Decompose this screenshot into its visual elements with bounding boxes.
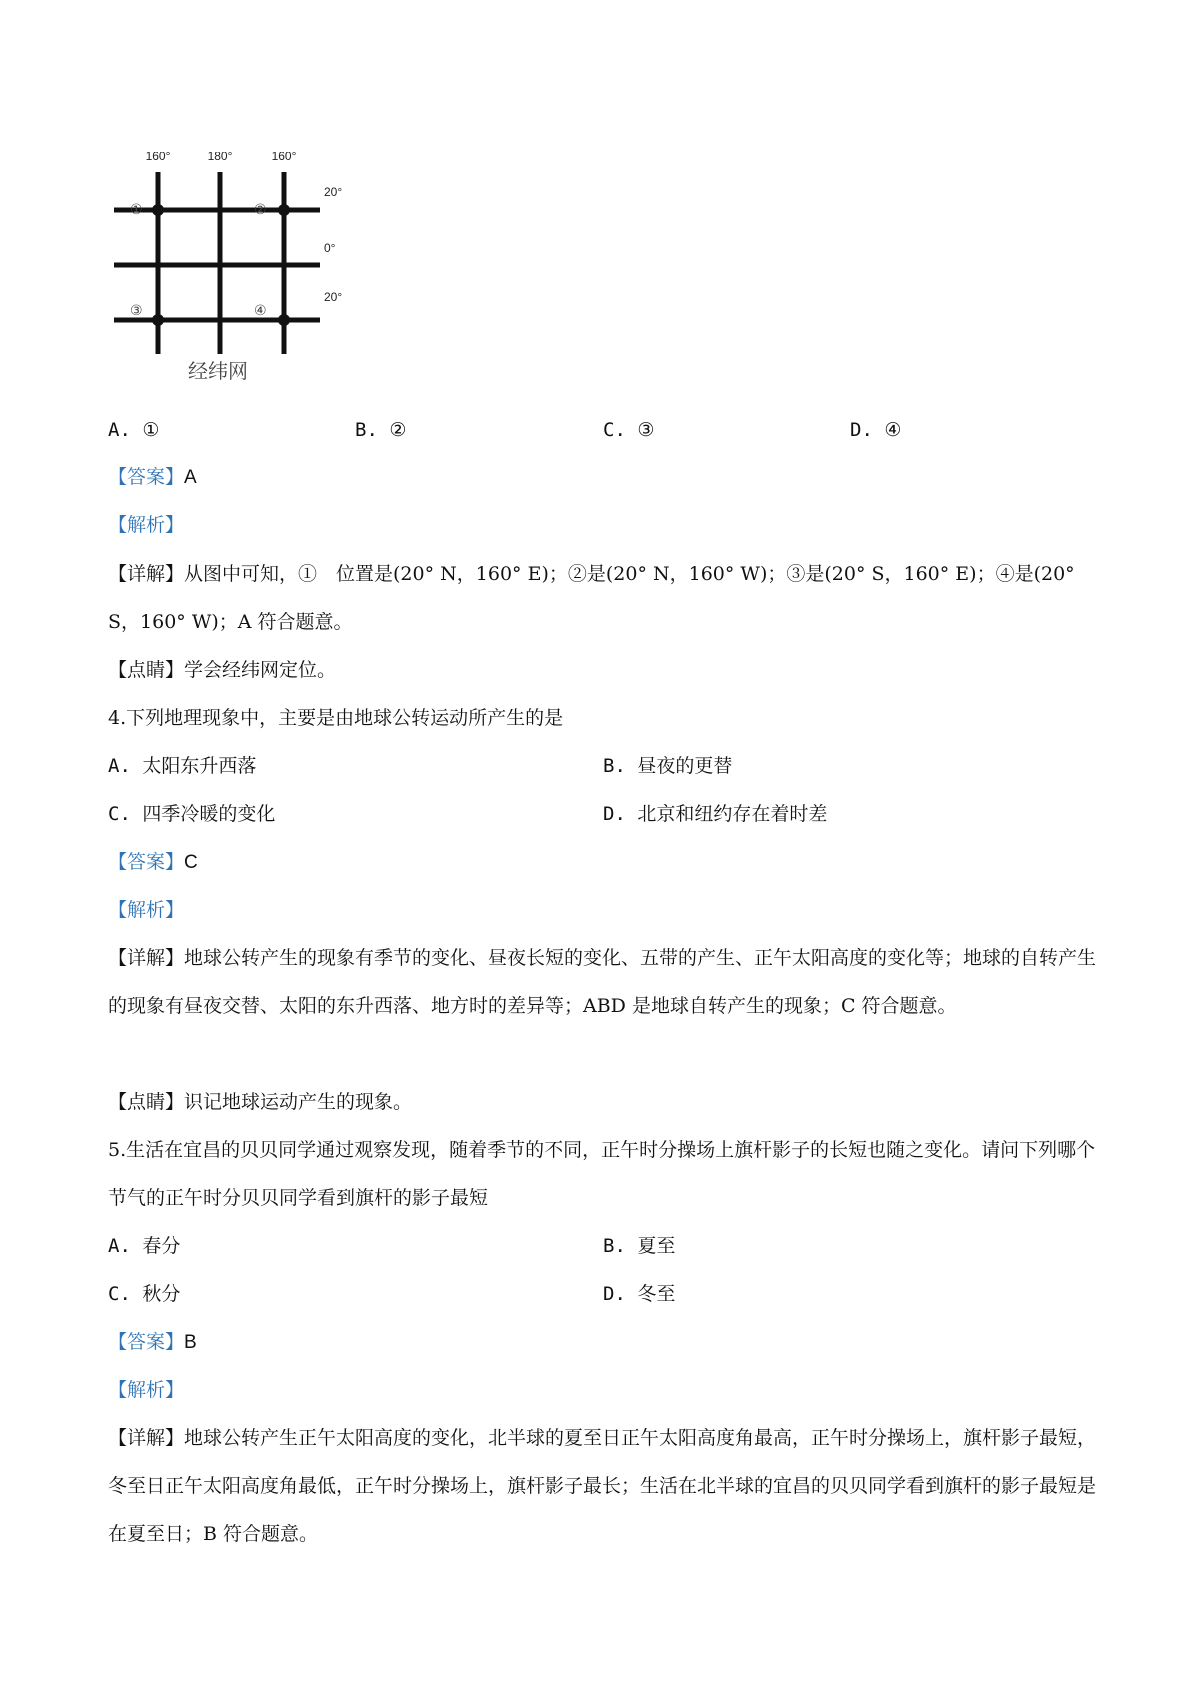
point-3-dot xyxy=(152,314,164,326)
point-4-dot xyxy=(278,314,290,326)
q5-option-b: B. 夏至 xyxy=(603,1235,676,1257)
q4-question: 4.下列地理现象中，主要是由地球公转运动所产生的是 xyxy=(108,707,564,729)
q5-question: 5.生活在宜昌的贝贝同学通过观察发现，随着季节的不同，正午时分操场上旗杆影子的长短也随之变化。请问下列哪个节气的正午时分贝贝同学看到旗杆的影子最短 xyxy=(108,1139,1096,1209)
lon-label-left: 160° xyxy=(145,152,171,163)
lon-label-middle: 180° xyxy=(207,152,233,163)
q4-answer: 【答案】C xyxy=(108,851,198,873)
q4-option-b: B. 昼夜的更替 xyxy=(603,755,733,777)
point-1-dot xyxy=(152,204,164,216)
lat-lon-grid-svg xyxy=(108,152,358,392)
q3-option-a: A. ① xyxy=(108,419,160,441)
q5-answer: 【答案】B xyxy=(108,1331,197,1353)
q4-detail: 【详解】地球公转产生的现象有季节的变化、昼夜长短的变化、五带的产生、正午太阳高度的变化等；地球的自转产生的现象有昼夜交替、太阳的东升西落、地方时的差异等；ABD 是地球自转产生的现象；C 符合题意。 xyxy=(108,947,1097,1017)
q4-tip: 【点睛】识记地球运动产生的现象。 xyxy=(108,1091,413,1113)
q3-answer: 【答案】A xyxy=(108,466,197,488)
point-2-dot xyxy=(278,204,290,216)
point-4-label: ④ xyxy=(254,303,267,319)
lat-label-middle: 0° xyxy=(324,241,336,255)
q5-analysis-heading: 【解析】 xyxy=(108,1379,185,1401)
q4-option-d: D. 北京和纽约存在着时差 xyxy=(603,803,828,825)
q3-option-b: B. ② xyxy=(355,419,407,441)
lat-label-bottom: 20° xyxy=(324,290,343,304)
point-1-label: ① xyxy=(130,202,143,218)
q4-option-c: C. 四季冷暖的变化 xyxy=(108,803,276,825)
q5-detail: 【详解】地球公转产生正午太阳高度的变化，北半球的夏至日正午太阳高度角最高，正午时分操场上，旗杆影子最短，冬至日正午太阳高度角最低，正午时分操场上，旗杆影子最长；生活在北半球的宜昌的贝贝同学看到旗杆的影子最短是在夏至日；B 符合题意。 xyxy=(108,1427,1097,1545)
lat-lon-grid-figure xyxy=(108,152,358,392)
q3-analysis-heading: 【解析】 xyxy=(108,514,185,536)
figure-caption: 经纬网 xyxy=(188,359,248,383)
q3-option-d: D. ④ xyxy=(850,419,902,441)
q5-option-a: A. 春分 xyxy=(108,1235,181,1257)
point-3-label: ③ xyxy=(130,303,143,319)
lon-label-right: 160° xyxy=(271,152,297,163)
q4-analysis-heading: 【解析】 xyxy=(108,899,185,921)
q3-detail: 【详解】从图中可知，① 位置是(20° N，160° E)；②是(20° N，160° W)；③是(20° S，160° E)；④是(20° S，160° W)；A 符合题意。 xyxy=(108,563,1075,633)
q3-option-c: C. ③ xyxy=(603,419,655,441)
q5-option-c: C. 秋分 xyxy=(108,1283,181,1305)
point-2-label: ② xyxy=(254,202,267,218)
q5-option-d: D. 冬至 xyxy=(603,1283,676,1305)
q3-tip: 【点睛】学会经纬网定位。 xyxy=(108,659,337,681)
lat-label-top: 20° xyxy=(324,185,343,199)
q4-option-a: A. 太阳东升西落 xyxy=(108,755,257,777)
